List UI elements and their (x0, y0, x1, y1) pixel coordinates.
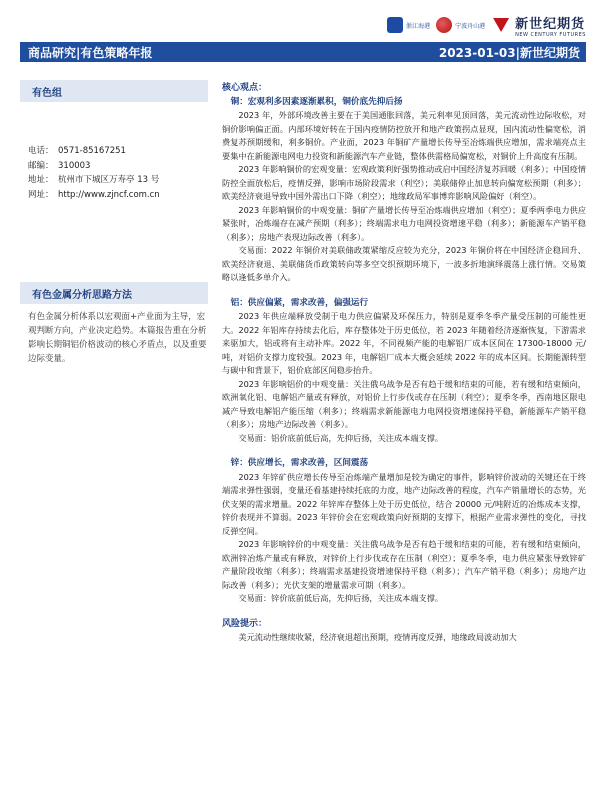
framework-text: 有色金属分析体系以宏观面+产业面为主导，宏观判断方向，产业决定趋势。本篇报告重在分析影响长期铜铝价格波动的核心矛盾点，以及重要边际变量。 (28, 312, 207, 364)
framework-title: 有色金属分析思路方法 (20, 282, 208, 304)
brand-logo-icon (491, 15, 511, 35)
contact-value: 310003 (58, 160, 91, 171)
brand-name: 新世纪期货 (515, 16, 586, 32)
contact-value: 杭州市下城区万寿亭 13 号 (58, 175, 160, 185)
contact-address (28, 173, 208, 188)
aluminum-heading: 铝：供应偏紧，需求改善，偏强运行 (230, 297, 369, 308)
contact-phone (28, 144, 208, 159)
port-logo-text: 浙江海港 (406, 22, 431, 30)
copper-trading-paragraph: 交易面：2022 年铜价对美联储政策紧缩反应较为充分，2023 年铜价将在中国经济企稳回升、欧美经济衰退、美联储货币政策转向等多空交织预期环境下，一波多折地演绎震荡上涨行情。交易策略以逢低多单介入。 (222, 245, 586, 282)
zinc-trading-paragraph: 交易面：锌价底前低后高，先抑后扬，关注成本端支撑。 (238, 593, 444, 603)
port-logo-icon (387, 17, 403, 33)
risk-title: 风险提示： (222, 618, 268, 629)
copper-meso-paragraph: 2023 年影响铜价的中观变量：铜矿产量增长传导至冶炼端供应增加（利空）；夏季两季电力供应紧张时，冶炼端存在减产预期（利多）；终端需求电力电网投资增速平稳（利多）；新能源车产销平稳（利多）；房地产表现边际改善（利多）。 (222, 204, 586, 242)
aluminum-trading-paragraph: 交易面：铝价底前低后高，先抑后扬，关注成本端支撑。 (238, 432, 444, 443)
copper-paragraph: 2023 年，外部环境改善主要在于美国通胀回落，美元利率见顶回落，美元流动性边际收松，对铜价影响偏正面。内部环境好转在于国内疫情防控放开和地产政策拐点显现，国内流动性偏宽松，消费复苏预期缓和，利多铜价。产业面，2023 年铜矿产量增长传导至冶炼端供应增加，需求端亮点主要集中在新能源电网电力投资和新能源汽车产业链，整体供需格局偏宽松，对铜价上升高度有压制。 (222, 110, 586, 161)
zinc-heading: 锌：供应增长，需求改善，区间震荡 (230, 458, 369, 468)
zinc-paragraph: 2023 年锌矿供应增长传导至冶炼端产量增加是较为确定的事件，影响锌价波动的关键还在于终端需求弹性强弱，变量还看基建持续托底的力度，地产边际改善的程度，汽车产销量增长的态势，光伏支架的需求增量。2022 年锌库存整体上处于历史低位，结合 20000 元/吨附近的冶炼成本支撑，锌价表现并不算弱。2023 年锌价会在宏观政策向好预期的支撑下，根据产业需求弹性的变化，寻找反弹空间。 (222, 471, 586, 536)
brand-logo (491, 13, 586, 38)
harbor-logo (436, 15, 485, 35)
contact-label: 网址： (28, 189, 54, 200)
aluminum-paragraph: 2023 年供应端释放受制于电力供应偏紧及环保压力，特别是夏季冬季产量受压制的可能性更大。2022 年铝库存持续去化后，库存整体处于历史低位，若 2023 年随着经济逐渐恢复，下游需求来驱加大，铝或将有主动补库。2022 年，不同视频产能的电解铝厂成本区间在 17300-18000 元/吨，对铝价支撑力度较强。2023 年，电解铝厂成本大概会延续 2022 年的成本区间。长期能源转型与碳中和背景下，铝价底部区间稳步抬升。 (222, 311, 586, 375)
copper-heading: 铜：宏观利多因素逐渐累积，铜价底先抑后扬 (230, 96, 403, 107)
contact-label: 邮编： (28, 160, 54, 171)
website-link[interactable]: http://www.zjncf.com.cn (58, 189, 160, 200)
core-views-title: 核心观点： (222, 83, 268, 93)
contact-value: 0571-85167251 (58, 146, 126, 156)
harbor-logo-icon (436, 17, 452, 33)
left-sidebar (20, 80, 208, 366)
harbor-logo-text: 宁波舟山港 (455, 22, 486, 30)
contact-label: 地址： (28, 175, 54, 185)
report-date-publisher: 2023-01-03|新世纪期货 (438, 45, 580, 60)
report-header-bar (20, 42, 586, 62)
contact-label: 电话： (28, 146, 54, 156)
brand-subtitle: NEW CENTURY FUTURES (515, 31, 586, 38)
header-logos (387, 12, 586, 38)
risk-text: 美元流动性继续收紧，经济衰退超出预期，疫情再度反弹，地缘政局波动加大 (238, 632, 517, 642)
port-logo (387, 15, 430, 35)
report-category: 商品研究|有色策略年报 (28, 45, 153, 60)
contact-website (28, 188, 208, 203)
brand-logo-text (515, 13, 586, 38)
copper-macro-paragraph: 2023 年影响铜价的宏观变量：宏观政策利好强势推动或启中国经济复苏回暖（利多）；中国疫情防控全面放松后，疫情反弹，影响市场阶段需求（利空）；美联储停止加息转向偏宽松预期（利多）；欧美经济衰退导致中国外需出口下降（利空）；地缘政局军事博弈影响风险偏好（利空）。 (222, 164, 586, 201)
aluminum-meso-paragraph: 2023 年影响铝价的中观变量：关注俄乌战争是否有趋于缓和结束的可能，若有缓和结束倾向，欧洲氧化铝、电解铝产量或有释放，对铝价上行步伐或存在压制（利空）；夏季冬季，西南地区限电减产导致电解铝产能压缩（利多）；终端需求新能源电力电网投资增速保持平稳，新能源车产销平稳（利多）；房地产边际改善（利多）。 (222, 378, 586, 429)
zinc-meso-paragraph: 2023 年影响锌价的中观变量：关注俄乌战争是否有趋于缓和结束的可能，若有缓和结束倾向，欧洲锌冶炼产量或有释放，对锌价上行步伐或存在压制（利空）；夏季冬季，电力供应紧张导致锌矿产量阶段收缩（利多）；终端需求基建投资增速保持平稳（利多）；汽车产销平稳（利多）；房地产边际改善（利多）；光伏支架的增量需求可期（利多）。 (222, 539, 586, 590)
contact-postcode (28, 159, 208, 174)
group-title: 有色组 (20, 80, 208, 102)
main-content (222, 82, 586, 645)
contact-info (20, 144, 208, 202)
